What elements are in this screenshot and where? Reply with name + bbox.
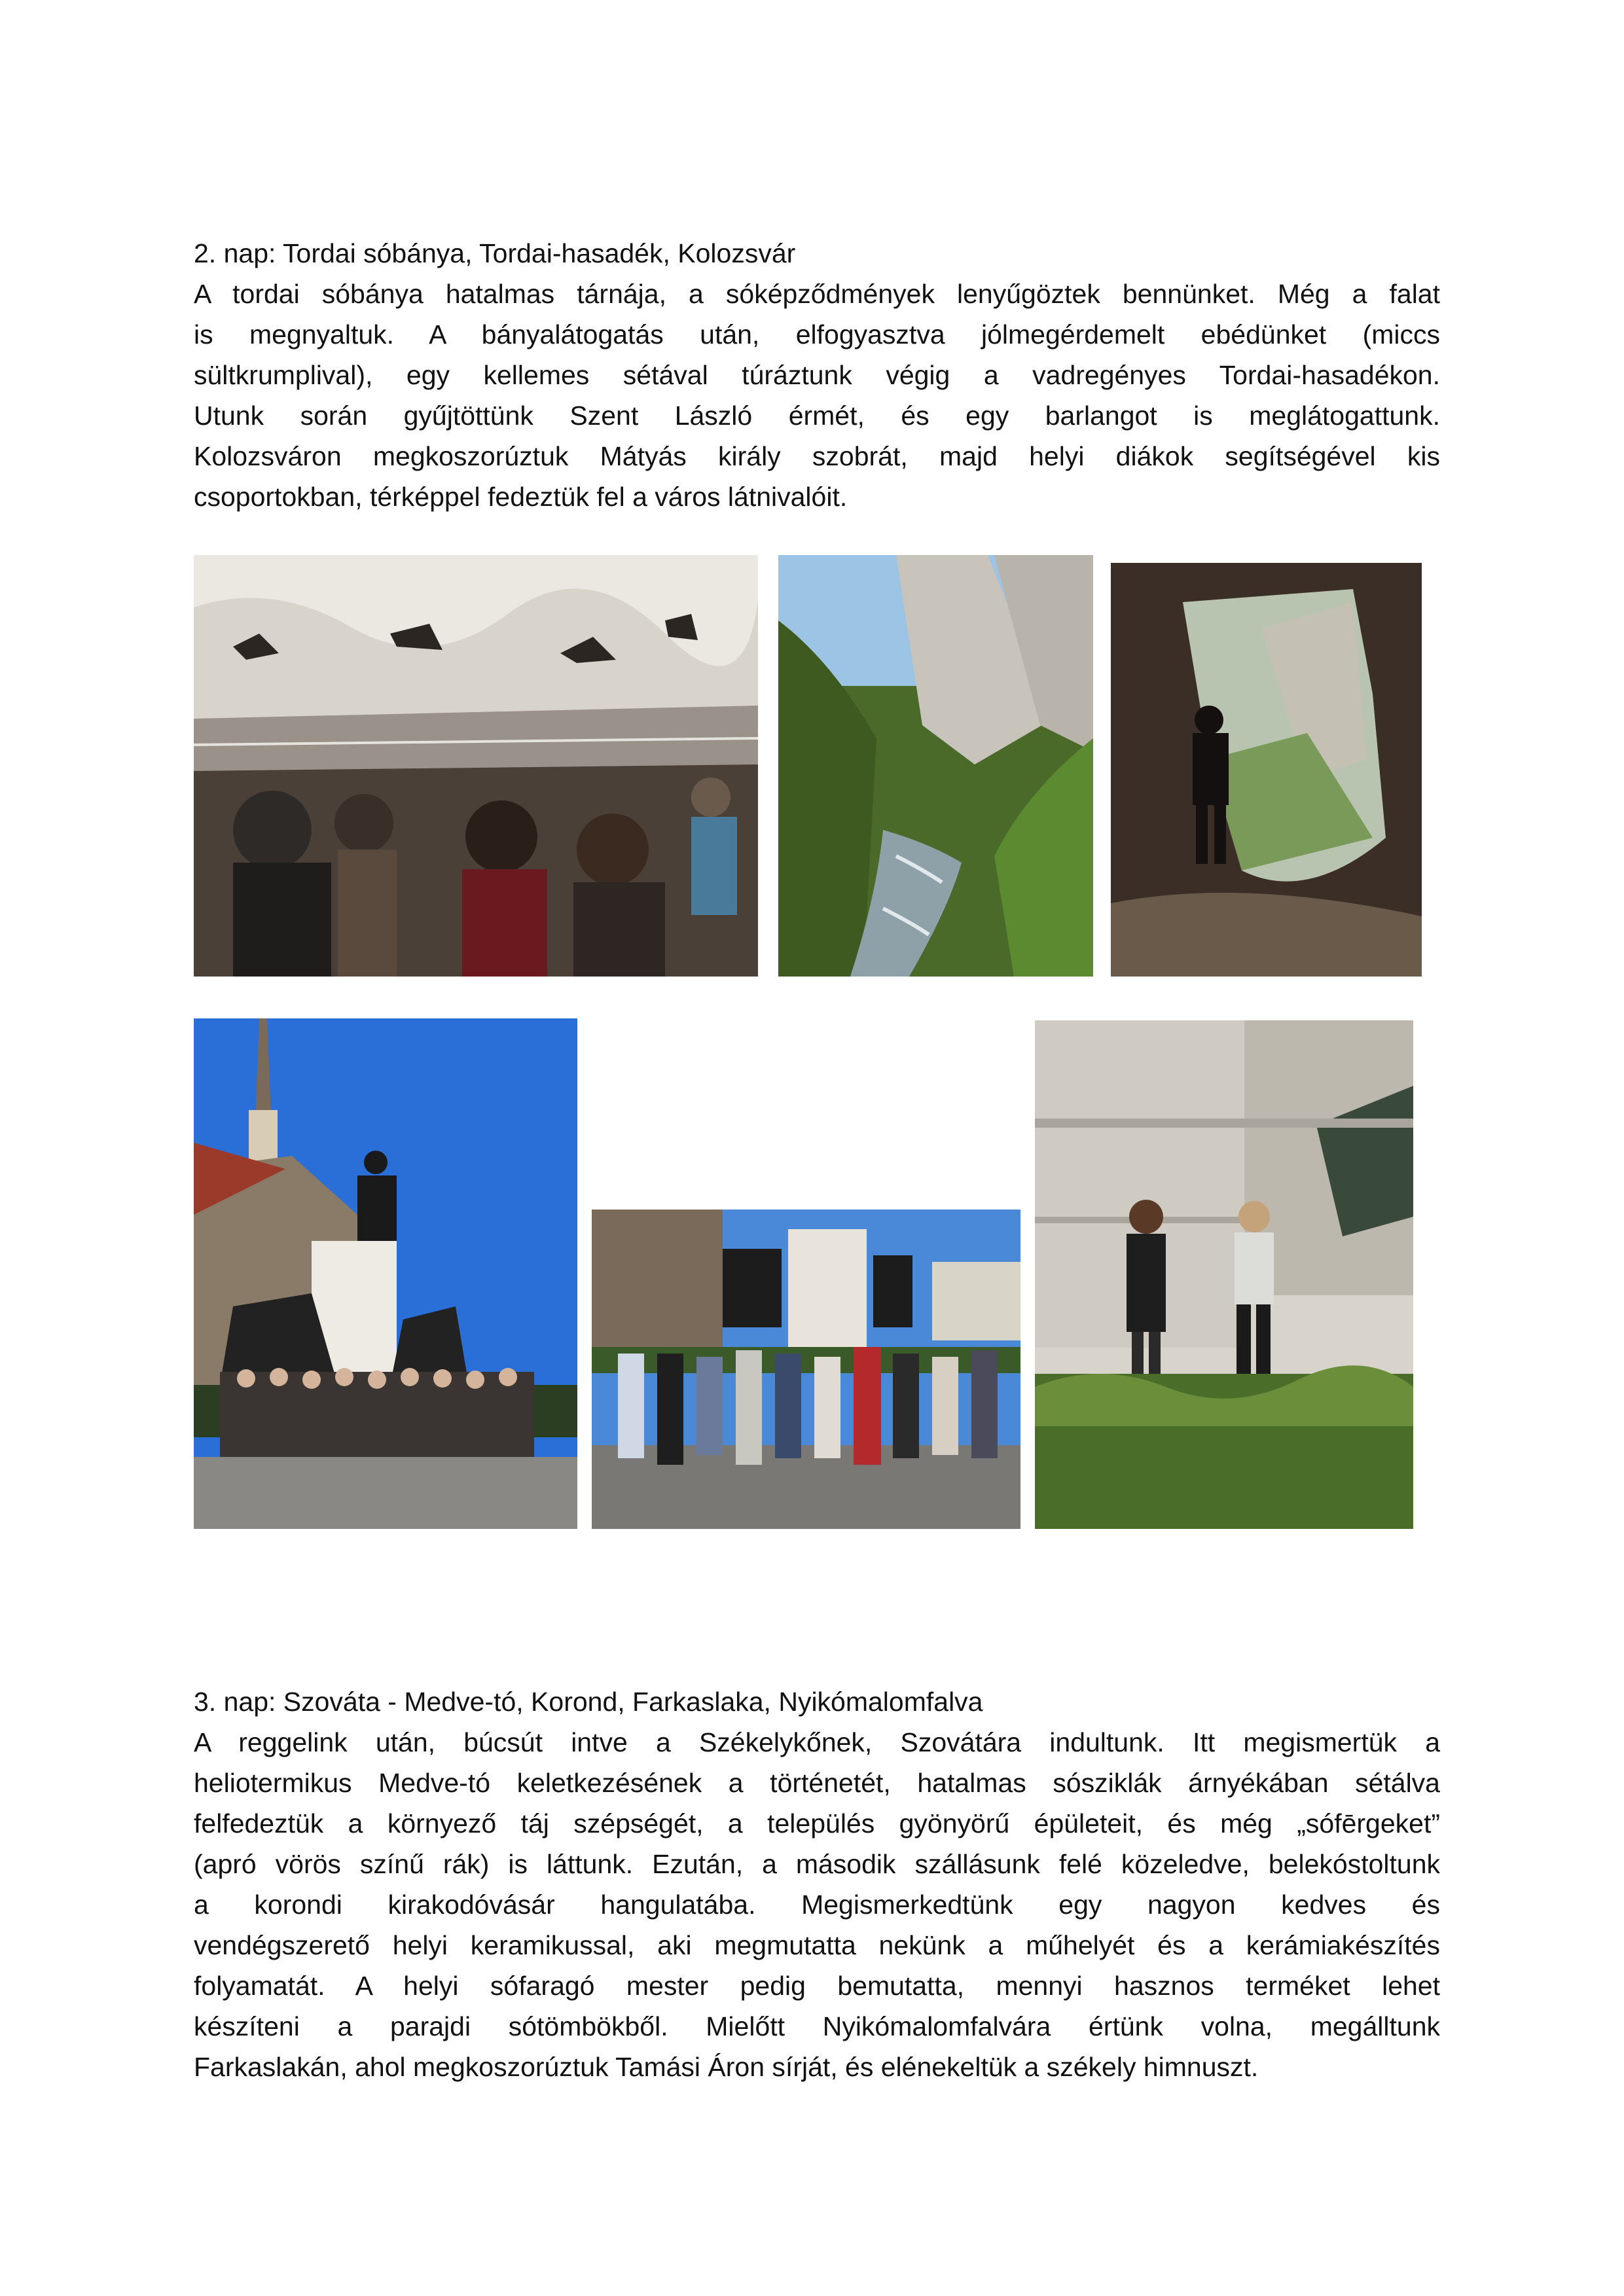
gorge-photo [778, 555, 1093, 977]
day2-line: Kolozsváron megkoszorúztuk Mátyás király szobrát, majd helyi diákok segítségével kis [194, 441, 1440, 471]
day2-line: A tordai sóbánya hatalmas tárnája, a sóképződmények lenyűgöztek bennünket. Még a falat [194, 279, 1440, 309]
day3-line: vendégszerető helyi keramikussal, aki megmutatta nekünk a műhelyét és a kerámiakészítés [194, 1930, 1440, 1960]
day3-line: A reggelink után, búcsút intve a Székelykőnek, Szovátára indultunk. Itt megismertük a [194, 1727, 1440, 1757]
day3-line: folyamatát. A helyi sófaragó mester pedig bemutatta, mennyi hasznos terméket lehet [194, 1971, 1440, 2001]
day3-line: felfedeztük a környező táj szépségét, a település gyönyörű épületeit, és még „sófērgeket” [194, 1808, 1440, 1839]
day2-line: is megnyaltuk. A bányalátogatás után, elfogyasztva jólmegérdemelt ebédünket (miccs [194, 319, 1440, 350]
day3-heading: 3. nap: Szováta - Medve-tó, Korond, Farkaslaka, Nyikómalomfalva [194, 1687, 983, 1717]
day2-heading: 2. nap: Tordai sóbánya, Tordai-hasadék, Kolozsvár [194, 238, 796, 268]
salt-mine-photo [194, 555, 758, 977]
students-photo [1035, 1020, 1413, 1529]
day3-line: (apró vörös színű rák) is láttunk. Ezután, a második szállásunk felé közeledve, belekóstoltunk [194, 1849, 1440, 1879]
day2-line: Utunk során gyűjtöttünk Szent László érmét, és egy barlangot is meglátogattunk. [194, 401, 1440, 431]
day3-line: heliotermikus Medve-tó keletkezésének a történetét, hatalmas sósziklák árnyékában sétálva [194, 1768, 1440, 1798]
day3-line: készíteni a parajdi sótömbökből. Mielőtt Nyikómalomfalvára értünk volna, megálltunk [194, 2011, 1440, 2041]
day2-line: sültkrumplival), egy kellemes sétával túráztunk végig a vadregényes Tordai-hasadékon. [194, 360, 1440, 390]
day3-paragraph [194, 1722, 1440, 2087]
statue-group-photo [194, 1018, 577, 1529]
cave-photo [1111, 563, 1422, 977]
day3-line: Farkaslakán, ahol megkoszorúztuk Tamási Áron sírját, és elénekeltük a székely himnuszt. [194, 2052, 1259, 2082]
day3-line: a korondi kirakodóvásár hangulatába. Megismerkedtünk egy nagyon kedves és [194, 1890, 1440, 1920]
day2-line: csoportokban, térképpel fedeztük fel a város látnivalóit. [194, 482, 848, 512]
square-group-photo [592, 1210, 1020, 1529]
day2-paragraph [194, 274, 1440, 517]
